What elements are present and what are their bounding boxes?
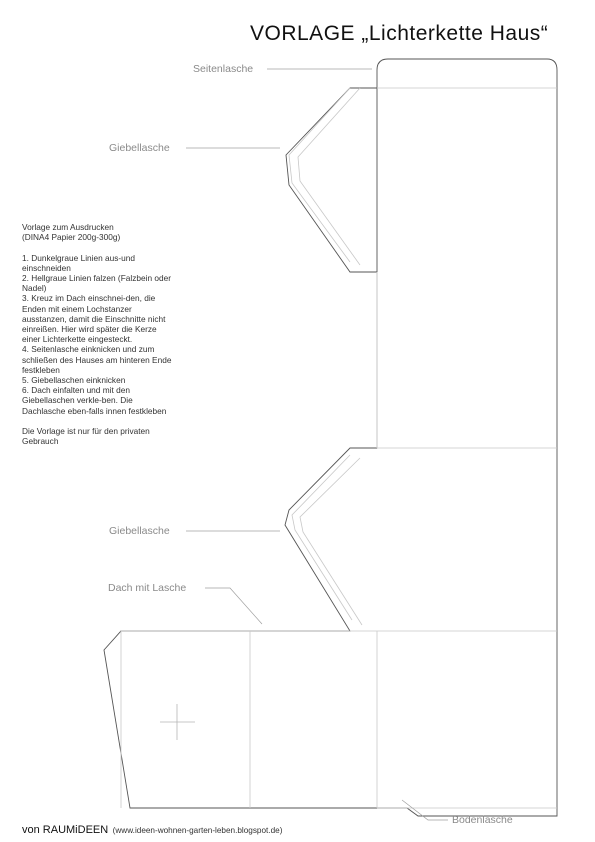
footer-url: (www.ideen-wohnen-garten-leben.blogspot.de): [112, 826, 283, 835]
instructions-steps: [22, 253, 172, 416]
usage-note: Die Vorlage ist nur für den privaten Gebrauch: [22, 426, 150, 447]
label-giebellasche-top: Giebellasche: [109, 142, 170, 154]
label-bodenlasche: Bodenlasche: [452, 814, 513, 826]
instructions-heading: [22, 222, 172, 242]
fold-gable-top-inner: [298, 88, 360, 265]
instruction-step: 6. Dach einfalten und mit den Giebellaschen verkle-ben. Die Dachlasche eben-falls innen festkleben: [22, 385, 167, 416]
footer-brand: RAUMiDEEN: [42, 824, 109, 836]
cut-cross: [160, 704, 195, 740]
fold-gable-top: [289, 88, 350, 262]
footer-prefix: von: [22, 824, 43, 836]
label-leaders: [186, 69, 448, 820]
label-giebellasche-bottom: Giebellasche: [109, 525, 170, 537]
instruction-step: 3. Kreuz im Dach einschnei-den, die Enden mit einem Lochstanzer ausstanzen, damit die Einschnitte nicht einreißen. Hier wird später die Kerze einer Lichterkette eingesteckt.: [22, 293, 166, 345]
label-seitenlasche: Seitenlasche: [193, 63, 254, 75]
footer: [22, 820, 282, 838]
instructions-heading-line1: Vorlage zum Ausdrucken: [22, 222, 114, 232]
label-dach-mit-lasche: Dach mit Lasche: [108, 582, 187, 594]
instructions-heading-line2: (DINA4 Papier 200g-300g): [22, 232, 121, 243]
leader-bodenlasche: [402, 800, 448, 820]
instructions-block: [22, 222, 172, 457]
instruction-step: 2. Hellgraue Linien falzen (Falzbein oder Nadel): [22, 273, 171, 294]
page-title: VORLAGE „Lichterkette Haus“: [250, 22, 549, 45]
instruction-step: 5. Giebellaschen einknicken: [22, 375, 126, 386]
instruction-step: 4. Seitenlasche einknicken und zum schließen des Hauses am hinteren Ende festkleben: [22, 344, 172, 375]
leader-dach: [205, 588, 262, 624]
instruction-step: 1. Dunkelgraue Linien aus-und einschneiden: [22, 252, 136, 273]
fold-lines: [121, 88, 557, 808]
